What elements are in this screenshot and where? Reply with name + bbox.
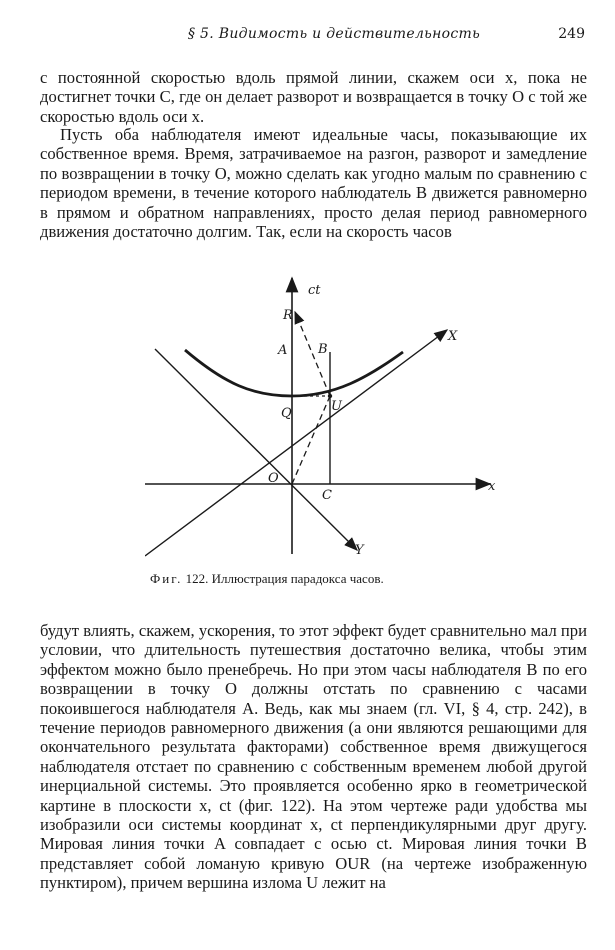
label-ct: ct [308,283,321,298]
y-line [155,349,357,550]
paragraph-3: будут влиять, скажем, ускорения, то этот эффект будет сравнительно мал при условии, что длительность путешествия достаточно велика, чтобы этим эффектом можно было пренебречь. Но при этом часы наблюдателя B по его возвращении в точку O должны отстать по сравнению с часами покоившегося наблюдателя A. Ведь, как мы знаем (гл. VI, § 4, стр. 242), в течение периодов равномерного движения (а они являются решающими для окончательного результата факторами) собственное время движущегося наблюдателя отстает по сравнению с собственным временем любой другой инерциальной системы. Это проявляется особенно ярко в геометрической картине в плоскости x, ct (фиг. 122). На этом чертеже ради удобства мы изобразили оси системы координат x, ct перпендикулярными друг другу. Мировая линия точки A совпадает с осью ct. Мировая линия точки B представляет собой ломаную кривую OUR (на чертеже изображенную пунктиром), причем вершина излома U лежит на [40,621,587,893]
label-a: A [278,343,288,358]
caption-text: 122. Иллюстрация парадокса часов. [185,571,384,586]
label-q: Q [281,406,292,421]
label-x-prime: X [448,329,458,344]
label-o: O [268,471,279,486]
label-r: R [283,308,293,323]
paragraph-1: с постоянной скоростью вдоль прямой линии, скажем оси x, пока не достигнет точки C, где он делает разворот и возвращается в точку O с той же скоростью вдоль оси x. [40,68,587,126]
label-x: x [488,479,496,494]
running-head: § 5. Видимость и действительность [188,26,480,42]
page-header [40,26,587,48]
u-point [328,394,332,398]
paragraph-2: Пусть оба наблюдателя имеют идеальные часы, показывающие их собственное время. Время, затрачиваемое на разгон, разворот и замедление по возвращении в точку O, можно сделать как угодно малым по сравнению с периодом времени, в течение которого наблюдатель B движется равномерно в прямом и обратном направлениях, просто делая период равномерного движения достаточно долгим. Так, если на скорость часов [40,125,587,242]
label-y: Y [355,543,364,558]
x-prime-line [145,330,447,556]
hyperbola [185,350,403,396]
label-b: B [318,342,328,357]
world-line-ou [292,396,330,484]
figure-caption [150,571,384,587]
page-number: 249 [558,26,585,42]
label-u: U [331,399,342,414]
figure-122 [145,272,500,562]
caption-lead: Фиг. [150,571,183,586]
clock-paradox-diagram [145,272,500,562]
label-c: C [322,488,332,503]
